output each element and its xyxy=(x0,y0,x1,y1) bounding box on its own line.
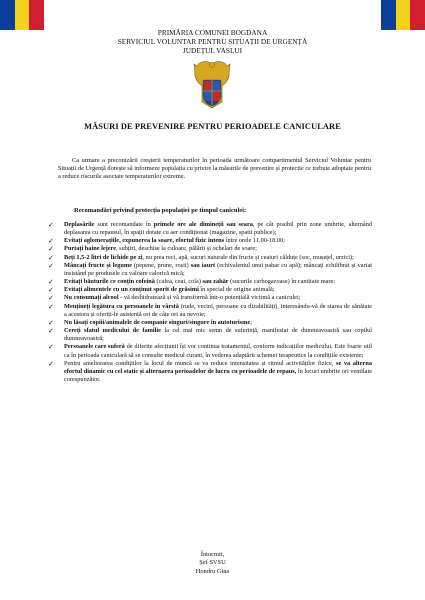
document-header xyxy=(0,28,425,56)
recommendations-list xyxy=(48,221,372,384)
check-mark-icon: ✓ xyxy=(48,343,54,352)
page-title: MĂSURI DE PREVENIRE PENTRU PERIOADELE CANICULARE xyxy=(84,122,341,131)
list-item: ✓ Evitați băuturile ce conțin cofeină (cafea, ceai, cola) sau zahăr (sucurile carbogazoase) în cantitate mare; xyxy=(48,278,336,287)
signature-block xyxy=(0,551,425,576)
list-item: ✓ Persoanele care suferă de diferite afecțiunii își vor continua tratamentul, conform indicațiilor medicului. Este foarte util ca în perioada caniculară să se consulte medicul curant, în vederea adaptării schemei terapeutice la condițiile existente; xyxy=(48,343,372,359)
check-mark-icon: ✓ xyxy=(48,327,54,336)
check-mark-icon: ✓ xyxy=(48,245,54,254)
signature-name: Hondru Gina xyxy=(195,567,230,575)
list-item: ✓ Evitați alimentele cu un conținut sporit de grăsimi în special de origine animală; xyxy=(48,286,275,295)
list-item: ✓ Nu consumați alcool - vă deshidratează și vă transformă într-o potențială victimă a caniculei; xyxy=(48,294,301,303)
check-mark-icon: ✓ xyxy=(48,237,54,246)
signature-role: Șef SVSU xyxy=(199,559,226,567)
list-item: ✓ Mențineți legătura cu persoanele în vârstă (rude, vecini, persoane cu dizabilități), interesându-vă de starea de sănătate a acestora și oferiți-le asistență ori de câte ori au nevoie; xyxy=(48,302,372,318)
romanian-flag-icon-left xyxy=(0,0,44,30)
check-mark-icon: ✓ xyxy=(48,294,54,303)
list-item: ✓ Mâncați fructe și legume (pepene, prune, roșii) sau iaurt (echivalentul unui pahar cu apă); mâncați echilibrat și variat insistând pe produsele cu valoare calorică mică; xyxy=(48,261,372,277)
signature-prepared: Întocmit, xyxy=(200,551,225,558)
list-item: ✓ Deplasările sunt recomandate în primele ore ale dimineții sau seara, pe cât posibil prin zone umbrite, alternând deplasarea cu repausul, în spații dotate cu aer condiționat (magazine, spatii publice); xyxy=(48,221,373,237)
list-item: ✓ Pentru ameliorarea condițiilor la locul de muncă se va reduce intensitatea și ritmul activităților fizice, se va alterna efortul dinamic cu cel static și alternarea perioadelor de lucru cu perioadele de repaus, în locuri umbrite ori ventilate corespunzător. xyxy=(48,359,372,383)
check-mark-icon: ✓ xyxy=(48,302,54,311)
list-item: ✓ Cereți sfatul medicului de familie la cel mai mic semn de suferință, manifestat de dumneavoastră sau copilul dumneavoastră; xyxy=(48,327,372,343)
check-mark-icon: ✓ xyxy=(48,286,54,295)
list-item: ✓ Beți 1,5-2 litri de lichide pe zi, nu prea reci, apă, sucuri naturale din fructe și ceaiuri călduțe (soc, mușețel, urzici); xyxy=(48,253,354,262)
coat-of-arms-icon xyxy=(192,58,232,112)
list-item: ✓ Nu lăsați copiii/animalele de companie singuri/singure în autoturisme; xyxy=(48,318,252,327)
list-item: ✓ Purtați haine lejere, subțiri, deschise la culoare, pălării și ochelari de soare; xyxy=(48,245,257,254)
list-item: ✓ Evitați aglomerațiile, expunerea la soare, efortul fizic intens între orele 11.00-18.00; xyxy=(48,237,285,246)
header-line-2: SERVICIUL VOLUNTAR PENTRU SITUAȚII DE URGENȚĂ xyxy=(117,37,308,47)
intro-paragraph: Ca urmare a preconizării creșterii temperaturilor în perioada următoare compartimentul Serviciul Voluntar pentru Situații de Urgență dorește să informeze populația cu privire la măsurile de prevenire și protecție ce trebuie adoptate pentru a reduce riscurile asociate temperaturilor extreme. xyxy=(58,157,371,181)
check-mark-icon: ✓ xyxy=(48,253,54,262)
check-mark-icon: ✓ xyxy=(48,261,54,270)
check-mark-icon: ✓ xyxy=(48,359,54,368)
section-subtitle: Recomandări privind protecția populației pe timpul caniculei: xyxy=(74,207,247,214)
check-mark-icon: ✓ xyxy=(48,278,54,287)
header-line-1: PRIMĂRIA COMUNEI BOGDANA xyxy=(157,28,268,37)
check-mark-icon: ✓ xyxy=(48,221,54,229)
romanian-flag-icon-right xyxy=(381,0,425,30)
header-line-3: JUDEȚUL VASLUI xyxy=(182,46,243,56)
check-mark-icon: ✓ xyxy=(48,318,54,327)
